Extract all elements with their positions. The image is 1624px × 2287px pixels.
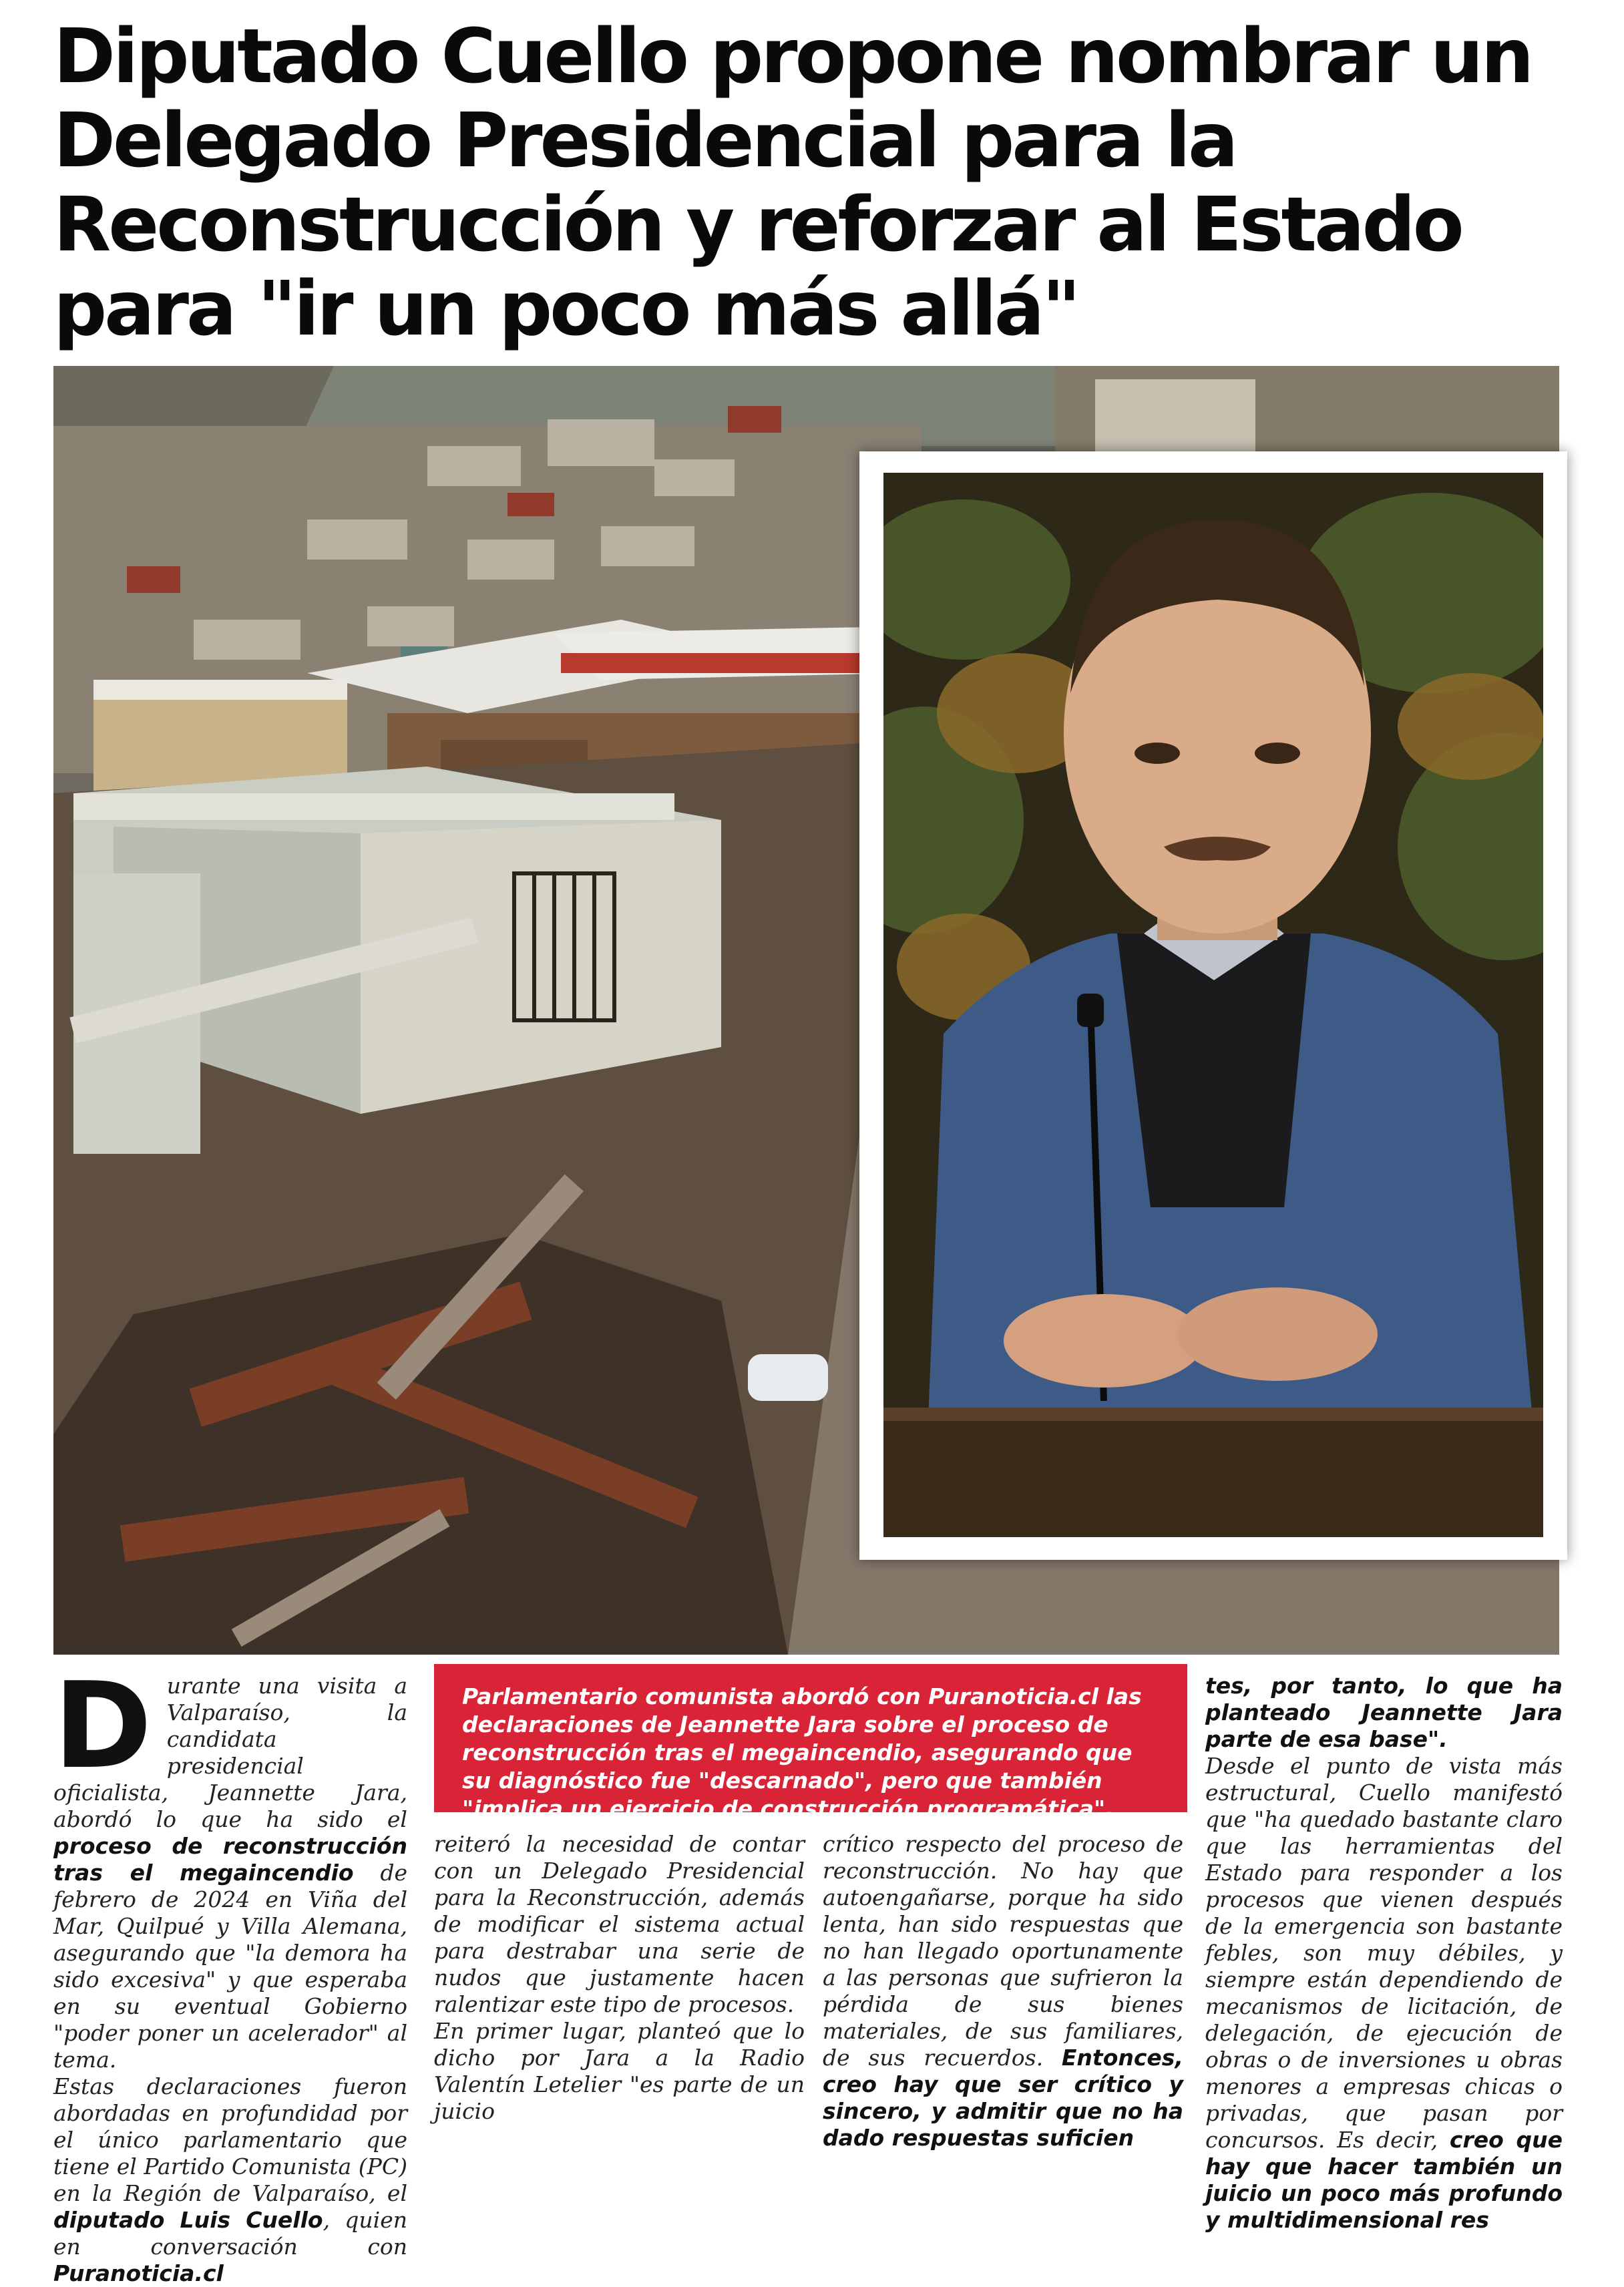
body-text: crítico respecto del proceso de reconstrucción. No hay que autoengañarse, porque ha sido lenta, han sido respuestas que no han llegado oportunamente a las personas que sufrieron la pérdida de sus bienes materiales, de sus familiares, de sus recuerdos. [823,1831,1183,2071]
headline: Diputado Cuello propone nombrar un Delegado Presidencial para la Reconstrucción y reforzar al Estado para "ir un poco más allá" [53,13,1532,353]
portrait-photo [883,473,1543,1537]
body-text: reiteró la necesidad de contar con un Delegado Presidencial para la Reconstrucción, además de modificar el sistema actual para destrabar una serie de nudos que justamente hacen ralentizar este tipo de procesos. [434,1831,805,2017]
inset-portrait-frame [859,451,1567,1560]
paragraph [1205,1673,1563,1753]
body-text: Desde el punto de vista más estructural, Cuello manifestó que "ha quedado bastante claro que las herramientas del Estado para responder a los procesos que vienen después de la emergencia son bastante febles, son muy débiles, y siempre están dependiendo de mecanismos de licitación, de delegación, de ejecución de obras o de inversiones u obras menores a empresas chicas o privadas, que pasan por concursos. Es decir, [1205,1753,1563,2153]
bold-text: diputado Luis Cuello [53,2207,323,2233]
paragraph [53,2073,407,2287]
paragraph [823,1831,1183,2151]
article-column-2 [434,1831,805,2125]
article-column-1 [53,1657,407,2287]
paragraph [1205,1753,1563,2234]
portrait-image [883,473,1543,1537]
body-text: urante una visita a Valparaíso, la candidata presidencial oficialista, Jeannette Jara, abordó lo que ha sido el [53,1673,407,1832]
bold-text: proceso de reconstrucción tras el megaincendio [53,1833,407,1886]
bold-text: creo que hay que hacer también un juicio un poco más profundo y multidimensional res [1205,2127,1563,2233]
bold-text: Puranoticia.cl [53,2260,224,2286]
body-text: En primer lugar, planteó que lo dicho por Jara a la Radio Valentín Letelier "es parte de un juicio [434,2018,805,2124]
paragraph [53,1657,407,2073]
body-text: , quien en conversación con [53,2207,407,2260]
bold-text: Entonces, creo hay que ser crítico y sincero, y admitir que no ha dado respuestas suficien [823,2045,1183,2151]
body-text: Estas declaraciones fueron abordadas en profundidad por el único parlamentario que tiene el Partido Comunista (PC) en la Región de Valparaíso, el [53,2073,407,2206]
paragraph [434,2018,805,2125]
bold-text: tes, por tanto, lo que ha planteado Jeannette Jara parte de esa base". [1205,1673,1563,1752]
dropcap: D [53,1657,152,1795]
body-text: de febrero de 2024 en Viña del Mar, Quilpué y Villa Alemana, asegurando que "la demora ha sido excesiva" y que esperaba en su eventual Gobierno "poder poner un acelerador" al tema. [53,1860,407,2073]
article-column-4 [1205,1673,1563,2234]
article-column-3 [823,1831,1183,2151]
callout-text: Parlamentario comunista abordó con Puranoticia.cl las declaraciones de Jeannette Jara sobre el proceso de reconstrucción tras el megaincendio, asegurando que su diagnóstico fue "descarnado", pero que también "implica un ejercicio de construcción programática". [462,1683,1142,1822]
paragraph [434,1831,805,2018]
callout-box [434,1664,1187,1822]
